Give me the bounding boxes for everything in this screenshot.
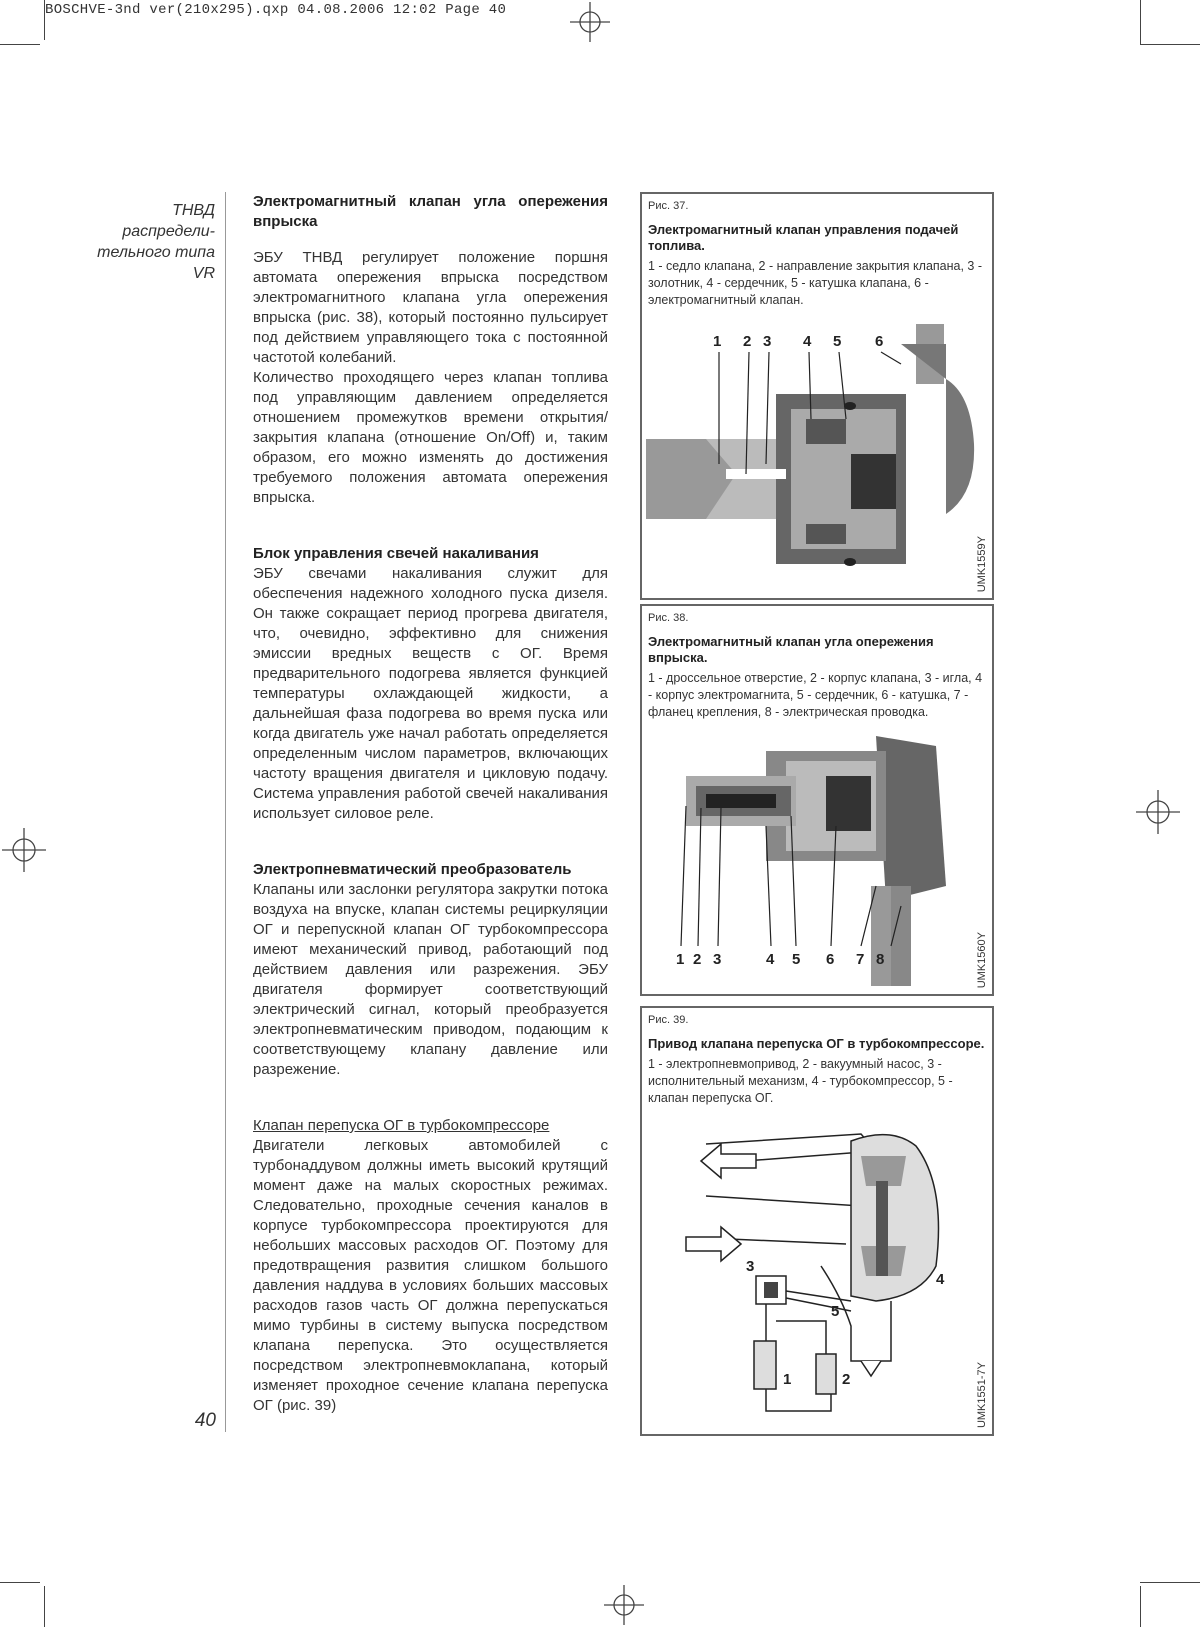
section-heading: Электромагнитный клапан угла опережения впрыска	[253, 193, 608, 230]
figure-title: Привод клапана перепуска ОГ в турбокомпрессоре.	[648, 1036, 985, 1051]
side-title	[60, 200, 215, 284]
figure-label: 8	[876, 951, 885, 968]
figure-label: 2	[693, 951, 702, 968]
crop-mark	[1140, 44, 1200, 45]
figure-label: 3	[763, 333, 772, 350]
figure-label: 4	[766, 951, 775, 968]
section-glow-plug	[253, 544, 608, 824]
figure-code: UMK1551-7Y	[976, 1361, 988, 1428]
figure-label: 2	[842, 1371, 851, 1388]
fuel-solenoid-valve-diagram	[646, 324, 976, 594]
figure-title: Электромагнитный клапан управления подачей топлива.	[648, 222, 959, 253]
section-heading: Блок управления свечей накаливания	[253, 545, 539, 562]
figure-label: 5	[833, 333, 842, 350]
figure-code: UMK1560Y	[976, 931, 988, 988]
paragraph: Двигатели легковых автомобилей с турбонаддувом должны иметь высокий крутящий момент даже на малых скоростных режимах. Следовательно, проходные сечения каналов в корпусе турбокомпрессора проектируются для небольших массовых расходов ОГ. Поэтому для предотвращения развития слишком большого давления наддува в условиях больших массовых расходов газов часть ОГ должна перепускаться мимо турбины в систему выпуска посредством клапана перепуска. Это осуществляется посредством электропневмоклапана, который изменяет проходное сечение клапана перепуска ОГ (рис. 39)	[253, 1137, 608, 1414]
crop-mark	[1140, 1582, 1200, 1583]
section-subheading: Клапан перепуска ОГ в турбокомпрессоре	[253, 1117, 550, 1134]
figure-label: 5	[792, 951, 801, 968]
side-title-line: ТНВД	[172, 202, 215, 219]
figure-label: 5	[831, 1303, 840, 1320]
side-title-line: VR	[192, 265, 215, 282]
figure-label: 1	[783, 1371, 792, 1388]
main-text-column	[253, 192, 608, 1438]
crop-mark	[0, 44, 40, 45]
section-solenoid-timing	[253, 192, 608, 508]
side-title-line: распредели-	[122, 223, 215, 240]
crop-mark	[1140, 1586, 1141, 1627]
figure-caption: 1 - седло клапана, 2 - направление закрытия клапана, 3 - золотник, 4 - сердечник, 5 - катушка клапана, 6 - электромагнитный клапан.	[648, 259, 983, 307]
figure-caption: 1 - дроссельное отверстие, 2 - корпус клапана, 3 - игла, 4 - корпус электромагнита, 5 - сердечник, 6 - катушка, 7 - фланец крепления, 8 - электрическая проводка.	[648, 671, 983, 719]
section-heading: Электропневматический преобразователь	[253, 861, 572, 878]
side-title-line: тельного типа	[97, 244, 215, 261]
print-header-slug: BOSCHVE-3nd ver(210x295).qxp 04.08.2006 12:02 Page 40	[45, 2, 507, 18]
figure-label: 7	[856, 951, 865, 968]
crop-mark	[0, 1582, 40, 1583]
paragraph: ЭБУ ТНВД регулирует положение поршня автомата опережения впрыска посредством электромагнитного клапана угла опережения впрыска (рис. 38), который постоянно пульсирует под действием управляющего тока с постоянной частотой колебаний.	[253, 249, 608, 366]
paragraph: Клапаны или заслонки регулятора закрутки потока воздуха на впуске, клапан системы рециркуляции ОГ и перепускной клапан ОГ турбокомпрессора имеют механический привод, работающий под действием давления или разрежения. ЭБУ двигателя формирует соответствующий электрический сигнал, который преобразуется электропневматическим приводом, подающим к соответствующему клапану давление или разрежение.	[253, 881, 608, 1078]
crop-mark	[44, 1586, 45, 1627]
paragraph: ЭБУ свечами накаливания служит для обеспечения надежного холодного пуска дизеля. Он также сокращает период прогрева двигателя, что, очевидно, эффективно для снижения эмиссии вредных веществ с ОГ. Время предварительного подогрева является функцией температуры охлаждающей жидкости, а дальнейшая фаза подогрева во время пуска или когда двигатель уже начал работать определяется определенным числом параметров, включающих частоту вращения двигателя и цикловую подачу. Система управления работой свечей накаливания использует силовое реле.	[253, 565, 608, 822]
registration-mark-icon	[570, 2, 610, 42]
figure-label: 6	[875, 333, 884, 350]
figure-label: 3	[713, 951, 722, 968]
figure-label: 6	[826, 951, 835, 968]
registration-mark-icon	[2, 828, 46, 872]
page-number: 40	[194, 1410, 216, 1431]
registration-mark-icon	[604, 1585, 644, 1625]
figure-caption: 1 - электропневмопривод, 2 - вакуумный насос, 3 - исполнительный механизм, 4 - турбокомпрессор, 5 - клапан перепуска ОГ.	[648, 1057, 953, 1105]
figure-label: 4	[803, 333, 812, 350]
section-electropneumatic	[253, 860, 608, 1080]
margin-divider	[225, 192, 226, 1432]
figure-label: 3	[746, 1258, 755, 1275]
figure-39	[640, 1006, 994, 1436]
timing-solenoid-valve-diagram	[646, 736, 976, 991]
figure-label: 2	[743, 333, 752, 350]
figure-number: Рис. 37.	[648, 200, 689, 212]
registration-mark-icon	[1136, 790, 1180, 834]
figure-number: Рис. 39.	[648, 1014, 689, 1026]
figure-38	[640, 604, 994, 996]
figure-37	[640, 192, 994, 600]
figure-label: 4	[936, 1271, 945, 1288]
figure-number: Рис. 38.	[648, 612, 689, 624]
wastegate-actuator-diagram	[646, 1126, 976, 1431]
section-wastegate	[253, 1116, 608, 1416]
figure-label: 1	[713, 333, 722, 350]
paragraph: Количество проходящего через клапан топлива под управляющим давлением определяется отношением промежутков времени открытия/закрытия клапана (отношение On/Off) и, таким образом, его можно изменять до достижения требуемого положения автомата опережения впрыска.	[253, 369, 608, 506]
figure-label: 1	[676, 951, 685, 968]
figure-code: UMK1559Y	[976, 535, 988, 592]
crop-mark	[1140, 0, 1141, 44]
figure-title: Электромагнитный клапан угла опережения впрыска.	[648, 634, 934, 665]
